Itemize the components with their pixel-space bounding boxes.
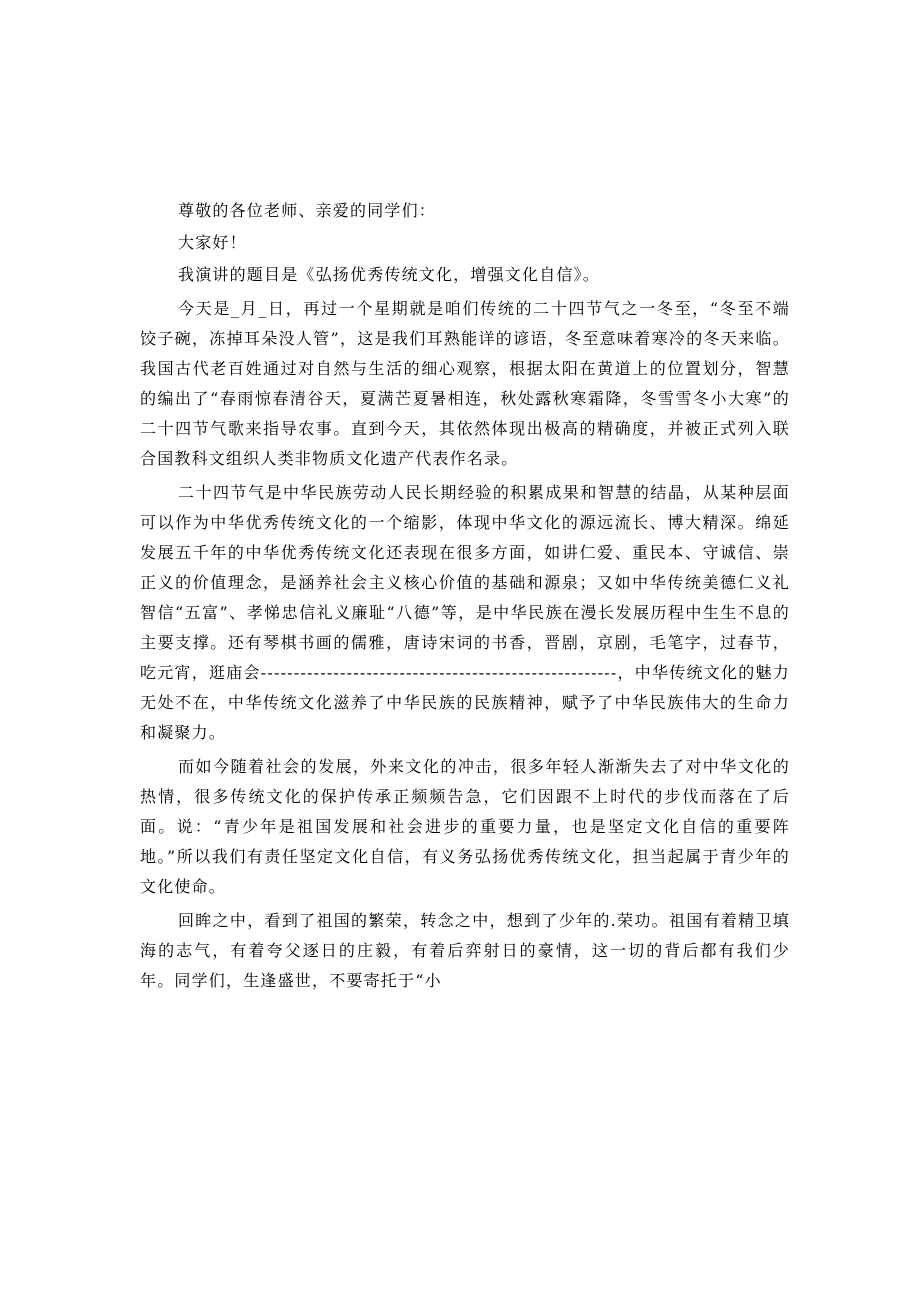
- greeting-line: 尊敬的各位老师、亲爱的同学们：: [178, 201, 437, 220]
- paragraph-youth-responsibility: 而如今随着社会的发展，外来文化的冲击，很多年轻人渐渐失去了对中华文化的热情，很多传统文化的保护传承正频频告急，它们因跟不上时代的步伐而落在了后面。说：“青少年是祖国发展和社会进步的重要力量，也是坚定文化自信的重要阵地。”所以我们有责任坚定文化自信，有义务弘扬优秀传统文化，担当起属于青少年的文化使命。: [140, 757, 790, 896]
- paragraph-solar-terms: 今天是_月_日，再过一个星期就是咱们传统的二十四节气之一冬至，“冬至不端饺子碗，冻掉耳朵没人管”，这是我们耳熟能详的谚语，冬至意味着寒冷的冬天来临。我国古代老百姓通过对自然与生活的细心观察，根据太阳在黄道上的位置划分，智慧的编出了“春雨惊春清谷天，夏满芒夏暑相连，秋处露秋寒霜降，冬雪雪冬小大寒”的二十四节气歌来指导农事。直到今天，其依然体现出极高的精确度，并被正式列入联合国教科文组织人类非物质文化遗产代表作名录。: [140, 299, 790, 468]
- speech-body: [140, 196, 790, 1000]
- paragraph-closing: 回眸之中，看到了祖国的繁荣，转念之中，想到了少年的.荣功。祖国有着精卫填海的志气，有着夸父逐日的庄毅，有着后弈射日的豪情，这一切的背后都有我们少年。同学们，生逢盛世，不要寄托于“小: [140, 911, 790, 990]
- hello-line: 大家好！: [178, 233, 247, 252]
- paragraph-traditional-culture: 二十四节气是中华民族劳动人民长期经验的积累成果和智慧的结晶，从某种层面可以作为中华优秀传统文化的一个缩影，体现中华文化的源远流长、博大精深。绵延发展五千年的中华优秀传统文化还表现在很多方面，如讲仁爱、重民本、守诚信、崇正义的价值理念，是涵养社会主义核心价值的基础和源泉；又如中华传统美德仁义礼智信“五富”、孝悌忠信礼义廉耻“八德”等，是中华民族在漫长发展历程中生生不息的主要支撑。还有琴棋书画的儒雅，唐诗宋词的书香，晋剧，京剧，毛笔字，过春节，吃元宵，逛庙会------------------------------------------------------，中华传统文化的魅力无处不在，中华传统文化滋养了中华民族的民族精神，赋予了中华民族伟大的生命力和凝聚力。: [140, 483, 790, 742]
- topic-line: 我演讲的题目是《弘扬优秀传统文化，增强文化自信》。: [178, 265, 601, 284]
